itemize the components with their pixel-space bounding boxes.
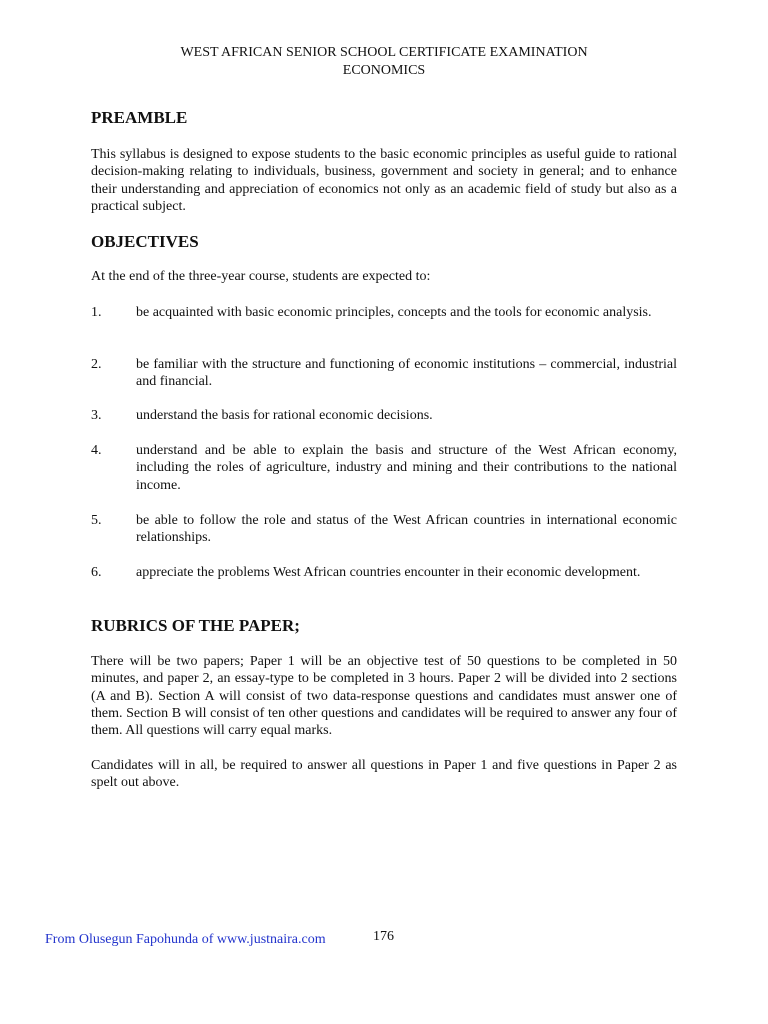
objective-text: be familiar with the structure and functioning of economic institutions – commercial, industrial and financial. <box>136 357 677 390</box>
objective-text: appreciate the problems West African countries encounter in their economic development. <box>136 565 641 580</box>
objective-item <box>91 407 677 424</box>
rubrics-paragraph-2: Candidates will in all, be required to answer all questions in Paper 1 and five questions in Paper 2 as spelt out above. <box>91 758 677 791</box>
objective-number: 3. <box>91 408 102 423</box>
objective-number: 4. <box>91 443 102 458</box>
objectives-heading: OBJECTIVES <box>91 232 199 251</box>
preamble-text: This syllabus is designed to expose students to the basic economic principles as useful guide to rational decision-making relating to individuals, business, government and society in general; and to enhance their understanding and appreciation of economics not only as an academic field of study but also as a practical subject. <box>91 147 677 214</box>
objective-text: understand the basis for rational economic decisions. <box>136 408 433 423</box>
objectives-intro: At the end of the three-year course, students are expected to: <box>91 269 431 284</box>
objective-number: 1. <box>91 305 102 320</box>
rubrics-paragraph-1: There will be two papers; Paper 1 will be an objective test of 50 questions to be completed in 50 minutes, and paper 2, an essay-type to be completed in 3 hours. Paper 2 will be divided into 2 sections (A and B). Section A will consist of two data-response questions and candidates must answer one of them. Section B will consist of ten other questions and candidates will be required to answer any four of them. All questions will carry equal marks. <box>91 654 677 739</box>
preamble-heading: PREAMBLE <box>91 108 188 127</box>
source-link[interactable]: From Olusegun Fapohunda of www.justnaira.com <box>45 932 326 947</box>
page-number: 176 <box>373 929 394 944</box>
objective-text: be able to follow the role and status of the West African countries in international economic relationships. <box>136 513 677 546</box>
objective-text: understand and be able to explain the basis and structure of the West African economy, including the roles of agriculture, industry and mining and their contributions to the national income. <box>136 443 677 493</box>
objective-number: 6. <box>91 565 102 580</box>
objective-item <box>91 442 677 494</box>
objective-item <box>91 304 677 321</box>
objective-item <box>91 512 677 547</box>
objective-number: 5. <box>91 513 102 528</box>
document-title: WEST AFRICAN SENIOR SCHOOL CERTIFICATE EXAMINATION <box>180 45 588 60</box>
objective-text: be acquainted with basic economic principles, concepts and the tools for economic analysis. <box>136 305 652 320</box>
objective-item <box>91 356 677 391</box>
document-subject: ECONOMICS <box>342 63 426 78</box>
rubrics-heading: RUBRICS OF THE PAPER; <box>91 616 300 635</box>
objective-item <box>91 564 677 581</box>
objective-number: 2. <box>91 357 102 372</box>
